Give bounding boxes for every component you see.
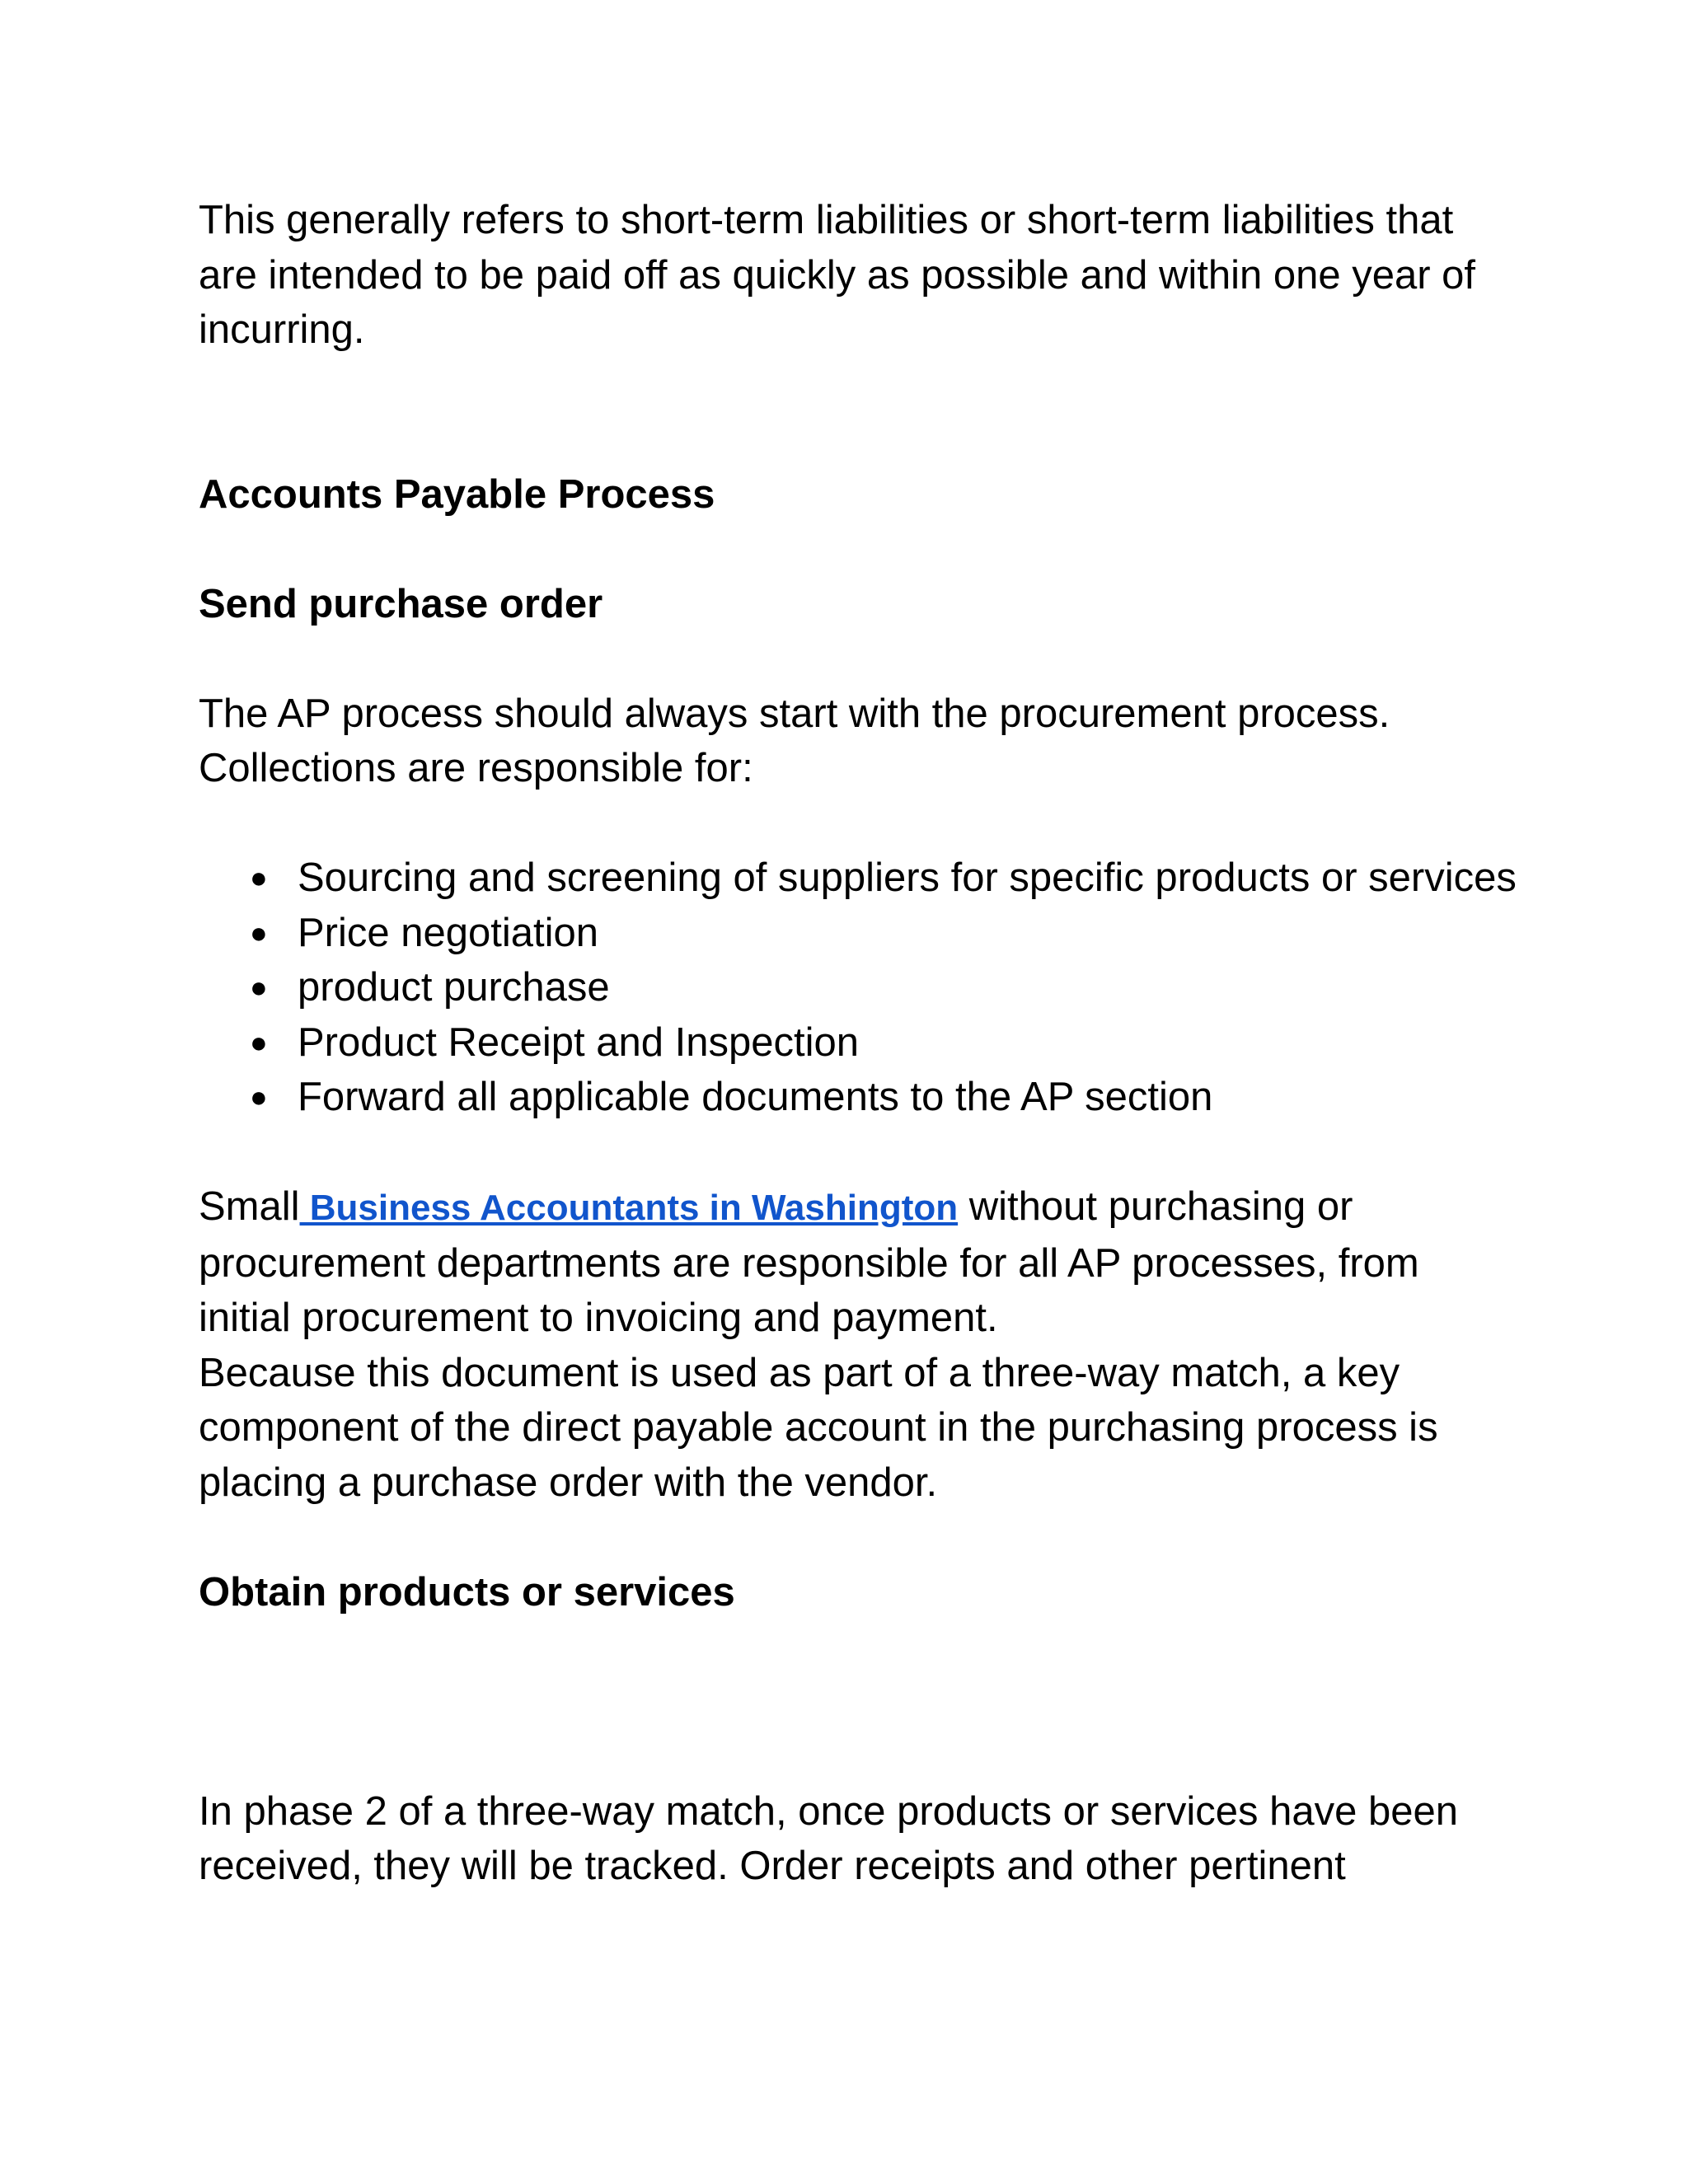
spacer <box>199 522 1517 577</box>
heading-send-purchase-order: Send purchase order <box>199 581 603 626</box>
business-accountants-link[interactable]: Business Accountants in Washington <box>299 1188 959 1228</box>
heading-obtain-products-or-services: Obtain products or services <box>199 1569 735 1615</box>
document-page <box>199 193 1517 1894</box>
list-item <box>199 960 1517 1015</box>
intro-paragraph: This generally refers to short-term liabilities or short-term liabilities that are intended to be paid off as quickly as possible and within one year of incurring. <box>199 198 1476 352</box>
small-business-text-before: Small <box>199 1184 300 1229</box>
spacer <box>199 1125 1517 1180</box>
spacer <box>199 1619 1517 1784</box>
small-business-text-after: without purchasing or procurement departments are responsible for all AP processes, from initial procurement to invoicing and payment. <box>199 1184 1419 1340</box>
list-item <box>199 1070 1517 1125</box>
spacer <box>199 796 1517 851</box>
spacer <box>199 358 1517 467</box>
responsibilities-list <box>199 851 1517 1125</box>
bullet-icon: ● <box>250 1080 268 1113</box>
bullet-icon: ● <box>250 970 268 1004</box>
list-item-text: Price negotiation <box>298 910 599 955</box>
phase-two-paragraph: In phase 2 of a three-way match, once products or services have been received, they will be tracked. Order receipts and other pertinent <box>199 1788 1459 1888</box>
list-item-text: Product Receipt and Inspection <box>298 1019 859 1065</box>
procurement-intro-paragraph: The AP process should always start with the procurement process. Collections are responsible for: <box>199 691 1390 790</box>
list-item-text: product purchase <box>298 965 610 1010</box>
list-item-text: Forward all applicable documents to the AP section <box>298 1075 1213 1119</box>
list-item <box>199 906 1517 961</box>
small-business-paragraph <box>199 1179 1517 1346</box>
list-item <box>199 851 1517 906</box>
three-way-match-paragraph: Because this document is used as part of a three-way match, a key component of the direct payable account in the purchasing process is placing a purchase order with the vendor. <box>199 1350 1438 1505</box>
list-item <box>199 1015 1517 1071</box>
bullet-icon: ● <box>250 1024 268 1059</box>
bullet-icon: ● <box>250 860 268 894</box>
spacer <box>199 1510 1517 1565</box>
bullet-icon: ● <box>250 915 268 949</box>
list-item-text: Sourcing and screening of suppliers for specific products or services <box>298 855 1517 900</box>
heading-accounts-payable-process: Accounts Payable Process <box>199 471 715 517</box>
spacer <box>199 631 1517 687</box>
